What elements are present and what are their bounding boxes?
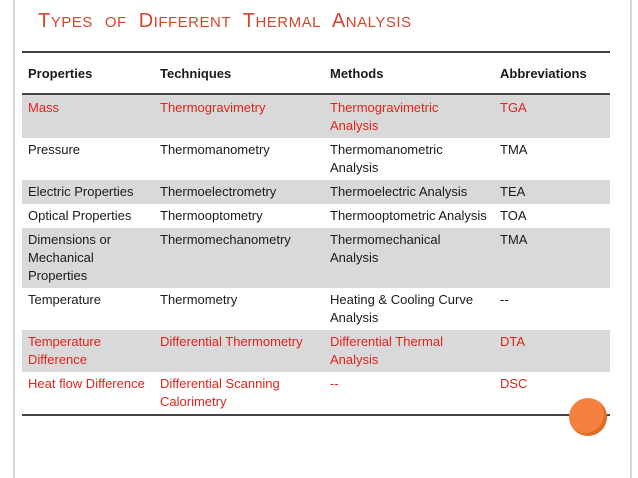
slide-left-frame: [0, 0, 15, 478]
cell-abbreviation: TMA: [500, 142, 528, 157]
decorative-orange-circle: [569, 398, 607, 436]
table-row: [22, 204, 610, 228]
title-word: DIFFERENT: [138, 10, 232, 32]
title-word: ANALYSIS: [331, 10, 412, 32]
cell-technique: Thermooptometry: [160, 208, 263, 223]
thermal-analysis-table: [22, 51, 610, 416]
cell-abbreviation: TOA: [500, 208, 527, 223]
header-abbreviations: Abbreviations: [494, 52, 610, 94]
table-header-row: [22, 52, 610, 94]
cell-abbreviation: --: [500, 292, 509, 307]
cell-technique: Thermometry: [160, 292, 238, 307]
header-methods: Methods: [324, 52, 494, 94]
cell-technique: Thermomanometry: [160, 142, 270, 157]
cell-property: Temperature Difference: [22, 330, 154, 372]
cell-technique: Thermogravimetry: [154, 94, 324, 138]
table-row: [22, 94, 610, 138]
cell-technique: Thermoelectrometry: [154, 180, 324, 204]
cell-method: Heating & Cooling Curve Analysis: [330, 292, 474, 325]
cell-abbreviation: DSC: [500, 376, 528, 391]
cell-method: --: [330, 376, 339, 391]
cell-method: Thermomanometric Analysis: [330, 142, 443, 175]
cell-property: Electric Properties: [22, 180, 154, 204]
cell-technique: Differential Scanning Calorimetry: [160, 376, 280, 409]
cell-method: Thermogravimetric Analysis: [324, 94, 494, 138]
table-row: [22, 288, 610, 330]
slide-title: [38, 10, 418, 33]
cell-abbreviation: TEA: [494, 180, 610, 204]
cell-property: Temperature: [28, 292, 101, 307]
title-word: THERMAL: [242, 10, 321, 32]
cell-abbreviation: DTA: [494, 330, 610, 372]
table-row: [22, 330, 610, 372]
cell-abbreviation: TMA: [494, 228, 610, 288]
cell-technique: Thermomechanometry: [154, 228, 324, 288]
table-row: [22, 372, 610, 415]
cell-method: Thermomechanical Analysis: [324, 228, 494, 288]
table-row: [22, 180, 610, 204]
cell-property: Heat flow Difference: [28, 376, 145, 391]
header-properties: Properties: [22, 52, 154, 94]
cell-method: Differential Thermal Analysis: [324, 330, 494, 372]
cell-method: Thermoelectric Analysis: [324, 180, 494, 204]
table-row: [22, 138, 610, 180]
table-row: [22, 228, 610, 288]
cell-property: Mass: [22, 94, 154, 138]
cell-abbreviation: TGA: [494, 94, 610, 138]
title-word: TYPES: [38, 10, 93, 32]
cell-property: Pressure: [28, 142, 81, 157]
cell-method: Thermooptometric Analysis: [330, 208, 487, 223]
title-word: OF: [104, 14, 127, 31]
cell-property: Optical Properties: [28, 208, 132, 223]
slide-right-frame: [630, 0, 638, 478]
cell-technique: Differential Thermometry: [154, 330, 324, 372]
cell-property: Dimensions or Mechanical Properties: [22, 228, 154, 288]
header-techniques: Techniques: [154, 52, 324, 94]
